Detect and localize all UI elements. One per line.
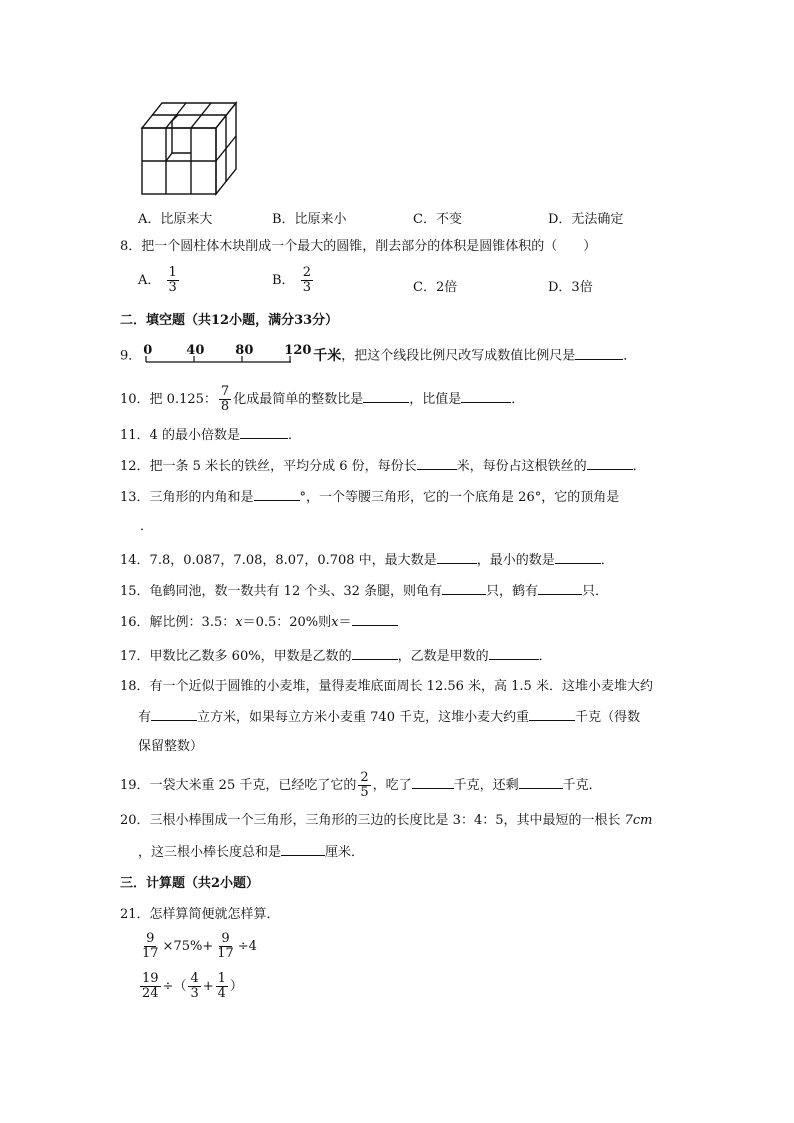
q16 xyxy=(120,613,398,632)
q17-answer-blank-1[interactable] xyxy=(352,647,398,660)
q21-stem: 21．怎样算简便就怎样算． xyxy=(120,907,280,922)
q17-answer-blank-2[interactable] xyxy=(489,647,539,660)
q18-answer-blank-volume[interactable] xyxy=(151,708,197,721)
q9-unit: 千米 xyxy=(313,347,342,364)
cube-stack-figure xyxy=(138,101,240,197)
q19-middle-2: 千克，还剩 xyxy=(453,778,519,793)
q15 xyxy=(120,582,608,601)
q17-middle: ，乙数是甲数的 xyxy=(397,649,489,664)
q8-option-d[interactable]: D．3倍 xyxy=(548,280,593,295)
q8-option-b-fraction xyxy=(301,266,313,295)
q21-e1-d2: 17 xyxy=(217,946,234,961)
q17 xyxy=(120,647,552,666)
q21-e2-fraction-2 xyxy=(188,972,200,1001)
q19-answer-blank-eaten[interactable] xyxy=(412,776,454,789)
q19-answer-blank-remaining[interactable] xyxy=(519,776,563,789)
q21-e2-close-paren: ） xyxy=(229,979,243,994)
q9-scale-ruler xyxy=(143,343,312,368)
q21-e2-fraction-3 xyxy=(216,972,228,1001)
q14-end: ． xyxy=(600,553,614,568)
q21-e1-operator-1: ×75%+ xyxy=(162,939,214,954)
q18-line-1: 18．有一个近似于圆锥的小麦堆，量得麦堆底面周长 12.56 米，高 1.5 米．这堆小麦堆大约 xyxy=(120,679,653,694)
q16-variable-x-2: x xyxy=(331,615,339,630)
q20-answer-blank[interactable] xyxy=(281,843,325,856)
q9 xyxy=(120,344,636,368)
q14-middle: ，最小的数是 xyxy=(476,553,555,568)
q9-tick-80: 80 xyxy=(235,343,254,358)
q13-continuation xyxy=(140,518,153,536)
q18-answer-blank-weight[interactable] xyxy=(529,708,575,721)
q20-text: 20．三根小棒围成一个三角形，三角形的三边的长度比是 3：4：5，其中最短的一根长 xyxy=(120,813,625,828)
q18-text-c: 千克（得数 xyxy=(575,710,641,725)
q20-text-b: 厘米． xyxy=(325,845,365,860)
q10-denominator: 8 xyxy=(220,399,230,414)
q8-option-c[interactable]: C．2倍 xyxy=(413,280,458,295)
q12 xyxy=(120,457,646,476)
q19-end: 千克． xyxy=(562,778,602,793)
q18-text-b: 立方米，如果每立方米小麦重 740 千克，这堆小麦大约重 xyxy=(197,710,530,725)
q7-option-a[interactable]: A．比原来大 xyxy=(138,212,213,227)
q8-a-numerator: 1 xyxy=(168,265,177,280)
q9-ruler-line xyxy=(143,344,293,368)
q8-stem: 8．把一个圆柱体木块削成一个最大的圆锥，削去部分的体积是圆锥体积的（ ） xyxy=(120,239,597,254)
q14-answer-blank-min[interactable] xyxy=(555,551,601,564)
q21-e1-n2: 9 xyxy=(221,931,230,946)
q21-e1-operator-2: ÷4 xyxy=(237,939,257,954)
q19-numerator: 2 xyxy=(360,770,369,785)
q15-answer-blank-cranes[interactable] xyxy=(538,582,582,595)
q12-middle: 米，每份占这根铁丝的 xyxy=(456,459,587,474)
q19-middle: ，吃了 xyxy=(372,778,412,793)
q11 xyxy=(120,426,301,445)
q17-text: 17．甲数比乙数多 60%，甲数是乙数的 xyxy=(120,649,352,664)
q21-e2-d1: 24 xyxy=(142,986,159,1001)
q12-text: 12．把一条 5 米长的铁丝，平均分成 6 份，每份长 xyxy=(120,459,417,474)
q8-b-numerator: 2 xyxy=(302,265,311,280)
q14-answer-blank-max[interactable] xyxy=(437,551,477,564)
q9-answer-blank[interactable] xyxy=(575,347,623,360)
q21-e2-operator-1: ÷（ xyxy=(162,979,187,994)
q18-line-2 xyxy=(138,708,640,727)
q7-option-c[interactable]: C．不变 xyxy=(413,212,462,227)
q14-text: 14．7.8，0.087，7.08，8.07，0.708 中，最大数是 xyxy=(120,553,437,568)
q8-b-denominator: 3 xyxy=(302,280,311,295)
q20-line-2 xyxy=(138,843,364,862)
q19 xyxy=(120,771,602,800)
q21-e2-n3: 1 xyxy=(217,971,226,986)
q13-middle: °，一个等腰三角形，它的一个底角是 26°，它的顶角是 xyxy=(299,490,620,505)
q19-denominator: 5 xyxy=(360,785,369,800)
q21-expression-2 xyxy=(138,970,243,1004)
q17-end: ． xyxy=(538,649,552,664)
q11-answer-blank[interactable] xyxy=(240,426,288,439)
q11-end: ． xyxy=(287,428,301,443)
q21-e2-n1: 19 xyxy=(142,971,159,986)
q10-numerator: 7 xyxy=(220,384,230,399)
q16-variable-x: x xyxy=(235,615,243,630)
q14 xyxy=(120,551,614,570)
q21-e1-n1: 9 xyxy=(146,931,155,946)
section-heading-fill-in: 二．填空题（共12小题，满分33分） xyxy=(120,313,339,328)
q13-answer-blank-angle-sum[interactable] xyxy=(254,488,300,501)
q16-equals: ＝ xyxy=(338,615,352,630)
q12-answer-blank-length[interactable] xyxy=(417,457,457,470)
q10-middle: 化成最简单的整数比是 xyxy=(233,392,364,407)
q15-end: 只． xyxy=(582,584,609,599)
q11-text: 11．4 的最小倍数是 xyxy=(120,428,240,443)
q8-option-a-fraction xyxy=(167,266,179,295)
q10-fraction xyxy=(219,385,231,414)
q19-fraction xyxy=(358,771,370,800)
q12-answer-blank-fraction[interactable] xyxy=(587,457,633,470)
q15-text: 15．龟鹤同池，数一数共有 12 个头、32 条腿，则龟有 xyxy=(120,584,443,599)
q15-answer-blank-turtles[interactable] xyxy=(442,582,486,595)
q9-end: ． xyxy=(623,348,637,364)
q10-answer-blank-ratio[interactable] xyxy=(363,390,409,403)
q21-e2-n2: 4 xyxy=(190,971,199,986)
q21-e2-d3: 4 xyxy=(217,986,226,1001)
q21-e1-fraction-1 xyxy=(140,932,161,961)
q8-option-b-prefix: B． xyxy=(272,273,295,288)
q9-text: ，把这个线段比例尺改写成数值比例尺是 xyxy=(341,348,576,364)
q9-tick-40: 40 xyxy=(186,343,205,358)
q7-option-d[interactable]: D．无法确定 xyxy=(548,212,624,227)
q20-text-a: ，这三根小棒长度总和是 xyxy=(138,845,282,860)
q8-a-denominator: 3 xyxy=(168,280,177,295)
q9-number: 9． xyxy=(120,348,142,364)
q21-expression-1 xyxy=(138,930,257,964)
q20-line-1 xyxy=(120,812,653,830)
q21-e1-fraction-2 xyxy=(215,932,236,961)
q18-line-3: 保留整数） xyxy=(138,739,204,754)
q8-option-a-prefix: A． xyxy=(138,273,161,288)
q10 xyxy=(120,385,524,414)
q18-text-a: 有 xyxy=(138,710,152,725)
q8-option-a[interactable] xyxy=(138,266,181,295)
q16-text: 16．解比例：3.5： xyxy=(120,615,236,630)
q16-middle: ＝0.5：20%则 xyxy=(242,615,332,630)
q13-text: 13．三角形的内角和是 xyxy=(120,490,254,505)
q21-e2-operator-2: + xyxy=(202,979,214,994)
q10-end: ． xyxy=(511,392,525,407)
q15-middle: 只，鹤有 xyxy=(486,584,539,599)
q10-answer-blank-value[interactable] xyxy=(461,390,511,403)
q9-tick-0: 0 xyxy=(143,343,153,358)
q21-e1-d1: 17 xyxy=(142,946,159,961)
q20-length: 7cm xyxy=(624,813,653,828)
q21-e2-d2: 3 xyxy=(190,986,199,1001)
q12-end: ． xyxy=(632,459,646,474)
q9-tick-120: 120 xyxy=(284,343,312,358)
q8-option-b[interactable] xyxy=(272,266,315,295)
q13 xyxy=(120,488,619,507)
q10-prefix: 10．把 0.125： xyxy=(120,392,217,407)
q10-middle-2: ，比值是 xyxy=(409,392,462,407)
q19-text: 19．一袋大米重 25 千克，已经吃了它的 xyxy=(120,778,357,793)
q13-end: ． xyxy=(140,519,154,534)
q7-option-b[interactable]: B．比原来小 xyxy=(272,212,347,227)
q21-e2-fraction-1 xyxy=(140,972,161,1001)
section-heading-calculation: 三．计算题（共2小题） xyxy=(120,876,260,891)
q16-answer-blank[interactable] xyxy=(352,613,398,626)
